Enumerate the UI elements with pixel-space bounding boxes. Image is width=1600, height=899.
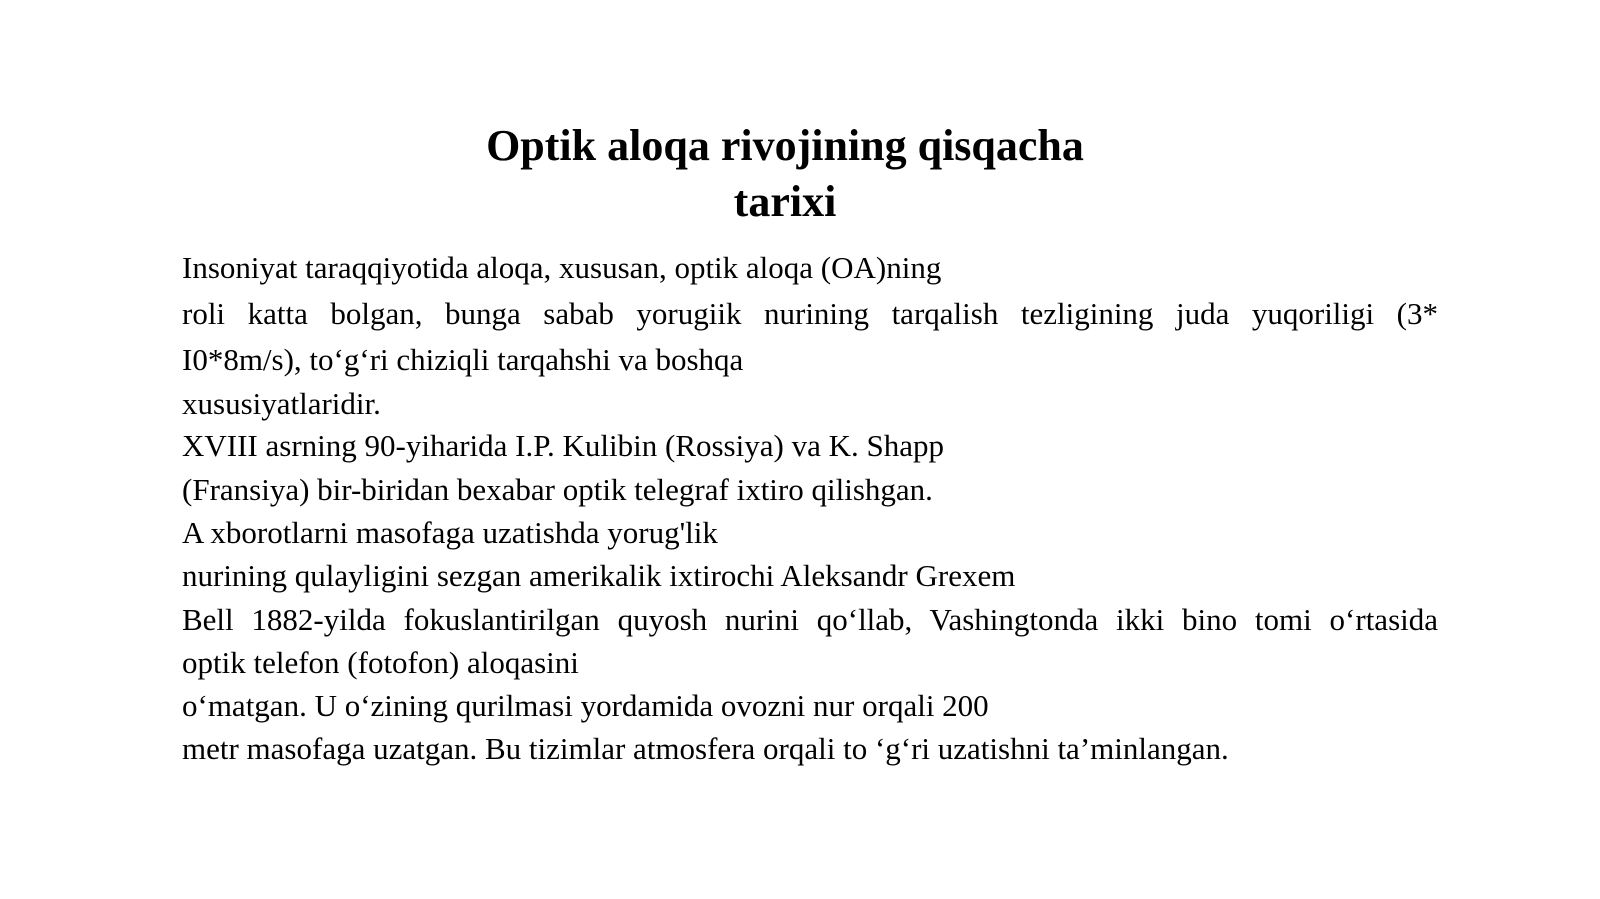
slide-title-line-2: tarixi — [733, 177, 837, 226]
body-line: (Fransiya) bir-biridan bexabar optik telegraf ixtiro qilishgan. — [182, 472, 933, 507]
body-line: xususiyatlaridir. — [182, 386, 381, 421]
body-line: nurining qulayligini sezgan amerikalik ixtirochi Aleksandr Grexem — [182, 558, 1016, 593]
body-line: I0*8m/s), to‘g‘ri chiziqli tarqahshi va boshqa — [182, 342, 744, 377]
slide-title — [0, 118, 1570, 230]
body-line: A xborotlarni masofaga uzatishda yorug'lik — [182, 515, 718, 550]
body-line: Bell 1882-yilda fokuslantirilgan quyosh nurini qo‘llab, Vashingtonda ikki bino tomi o‘rtasida — [182, 602, 1438, 637]
slide-title-line-1: Optik aloqa rivojining qisqacha — [486, 121, 1084, 170]
body-line: optik telefon (fotofon) aloqasini — [182, 645, 579, 680]
body-line: Insoniyat taraqqiyotida aloqa, xususan, optik aloqa (OA)ning — [182, 250, 942, 285]
body-line: metr masofaga uzatgan. Bu tizimlar atmosfera orqali to ‘g‘ri uzatishni ta’minlangan. — [182, 731, 1229, 766]
body-line: roli katta bolgan, bunga sabab yorugiik nurining tarqalish tezligining juda yuqoriligi (3* — [182, 296, 1438, 331]
body-line: o‘matgan. U o‘zining qurilmasi yordamida ovozni nur orqali 200 — [182, 688, 989, 723]
body-line: XVIII asrning 90-yiharida I.P. Kulibin (Rossiya) va K. Shapp — [182, 428, 944, 463]
